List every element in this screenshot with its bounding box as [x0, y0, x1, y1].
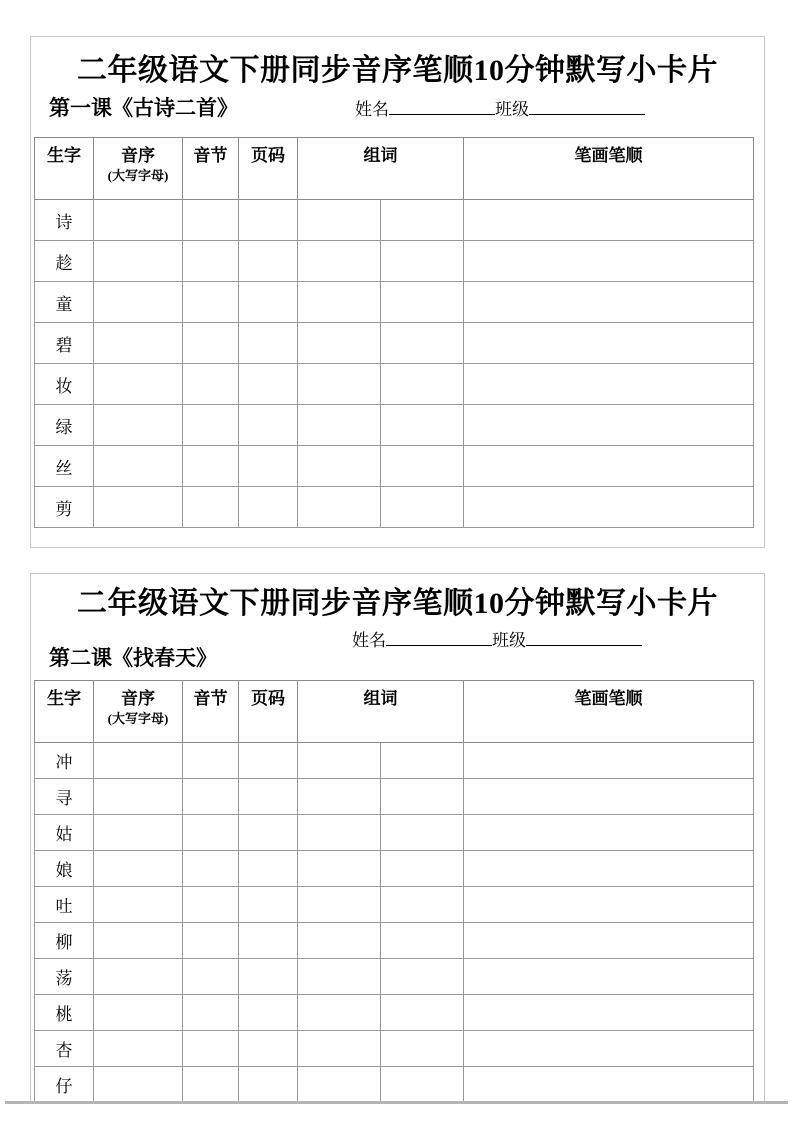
empty-cell	[381, 323, 464, 364]
empty-cell	[239, 887, 298, 923]
char-cell: 冲	[35, 743, 94, 779]
char-cell: 荡	[35, 959, 94, 995]
char-cell: 桃	[35, 995, 94, 1031]
empty-cell	[94, 241, 183, 282]
empty-cell	[464, 487, 754, 528]
class-blank-line	[526, 630, 642, 646]
empty-cell	[381, 959, 464, 995]
empty-cell	[298, 1067, 381, 1103]
empty-cell	[183, 815, 239, 851]
empty-cell	[464, 959, 754, 995]
empty-cell	[464, 200, 754, 241]
empty-cell	[94, 1031, 183, 1067]
table-row	[35, 779, 754, 815]
empty-cell	[94, 887, 183, 923]
table-row	[35, 364, 754, 405]
lesson-title: 第二课《找春天》	[49, 646, 217, 670]
page-title: 二年级语文下册同步音序笔顺10分钟默写小卡片	[77, 54, 718, 87]
empty-cell	[298, 743, 381, 779]
empty-cell	[239, 364, 298, 405]
empty-cell	[381, 1067, 464, 1103]
table-row	[35, 200, 754, 241]
header-strokes: 笔画笔顺	[464, 138, 754, 200]
table-row	[35, 405, 754, 446]
empty-cell	[183, 923, 239, 959]
empty-cell	[239, 200, 298, 241]
empty-cell	[381, 282, 464, 323]
empty-cell	[94, 959, 183, 995]
empty-cell	[381, 887, 464, 923]
empty-cell	[94, 743, 183, 779]
empty-cell	[183, 743, 239, 779]
table-row	[35, 1031, 754, 1067]
empty-cell	[239, 1067, 298, 1103]
empty-cell	[381, 995, 464, 1031]
empty-cell	[464, 923, 754, 959]
class-label: 班级	[495, 100, 529, 119]
name-class-line	[355, 95, 645, 120]
empty-cell	[298, 815, 381, 851]
empty-cell	[464, 887, 754, 923]
table-row	[35, 743, 754, 779]
table-row	[35, 923, 754, 959]
name-blank-line	[386, 630, 492, 646]
empty-cell	[183, 282, 239, 323]
header-row	[35, 681, 754, 743]
empty-cell	[464, 241, 754, 282]
char-cell: 姑	[35, 815, 94, 851]
worksheet-card-lesson1	[30, 36, 765, 548]
empty-cell	[298, 1031, 381, 1067]
empty-cell	[381, 446, 464, 487]
table-row	[35, 241, 754, 282]
char-cell: 杏	[35, 1031, 94, 1067]
table-row	[35, 887, 754, 923]
empty-cell	[94, 282, 183, 323]
empty-cell	[381, 815, 464, 851]
empty-cell	[239, 815, 298, 851]
empty-cell	[381, 200, 464, 241]
empty-cell	[298, 200, 381, 241]
empty-cell	[94, 323, 183, 364]
table-row	[35, 815, 754, 851]
name-blank-line	[389, 99, 495, 115]
char-cell: 童	[35, 282, 94, 323]
header-phonetic-order: 音序 (大写字母)	[94, 681, 183, 743]
empty-cell	[239, 487, 298, 528]
char-cell: 丝	[35, 446, 94, 487]
empty-cell	[298, 959, 381, 995]
empty-cell	[381, 405, 464, 446]
empty-cell	[298, 282, 381, 323]
table-row	[35, 959, 754, 995]
empty-cell	[94, 405, 183, 446]
char-cell: 绿	[35, 405, 94, 446]
empty-cell	[381, 923, 464, 959]
empty-cell	[298, 887, 381, 923]
table-row	[35, 323, 754, 364]
empty-cell	[464, 743, 754, 779]
page-title: 二年级语文下册同步音序笔顺10分钟默写小卡片	[77, 587, 718, 620]
empty-cell	[381, 1031, 464, 1067]
empty-cell	[239, 995, 298, 1031]
empty-cell	[239, 959, 298, 995]
empty-cell	[464, 1031, 754, 1067]
empty-cell	[94, 923, 183, 959]
empty-cell	[239, 323, 298, 364]
empty-cell	[94, 851, 183, 887]
empty-cell	[183, 1067, 239, 1103]
header-row	[35, 138, 754, 200]
empty-cell	[94, 995, 183, 1031]
table-row	[35, 995, 754, 1031]
header-phonetic-order-note: (大写字母)	[107, 711, 169, 727]
empty-cell	[381, 779, 464, 815]
char-cell: 碧	[35, 323, 94, 364]
empty-cell	[239, 446, 298, 487]
table-row	[35, 446, 754, 487]
empty-cell	[464, 779, 754, 815]
empty-cell	[464, 995, 754, 1031]
name-label: 姓名	[355, 100, 389, 119]
empty-cell	[183, 959, 239, 995]
empty-cell	[94, 815, 183, 851]
header-char: 生字	[35, 681, 94, 743]
empty-cell	[464, 1067, 754, 1103]
char-cell: 妆	[35, 364, 94, 405]
page-bottom-edge	[5, 1101, 788, 1104]
empty-cell	[239, 923, 298, 959]
name-class-line	[352, 626, 642, 651]
empty-cell	[183, 995, 239, 1031]
empty-cell	[94, 446, 183, 487]
table-row	[35, 487, 754, 528]
class-label: 班级	[492, 631, 526, 650]
empty-cell	[183, 364, 239, 405]
empty-cell	[298, 405, 381, 446]
empty-cell	[239, 241, 298, 282]
table-row	[35, 282, 754, 323]
header-char: 生字	[35, 138, 94, 200]
dictation-table-lesson1	[34, 137, 754, 528]
empty-cell	[94, 364, 183, 405]
empty-cell	[298, 923, 381, 959]
empty-cell	[239, 405, 298, 446]
table-row	[35, 1067, 754, 1103]
header-page-no: 页码	[239, 681, 298, 743]
empty-cell	[239, 1031, 298, 1067]
empty-cell	[183, 446, 239, 487]
empty-cell	[239, 851, 298, 887]
empty-cell	[298, 851, 381, 887]
empty-cell	[94, 200, 183, 241]
empty-cell	[298, 446, 381, 487]
table-row	[35, 851, 754, 887]
header-phonetic-order: 音序 (大写字母)	[94, 138, 183, 200]
empty-cell	[381, 487, 464, 528]
empty-cell	[464, 815, 754, 851]
empty-cell	[381, 241, 464, 282]
empty-cell	[183, 323, 239, 364]
empty-cell	[464, 405, 754, 446]
empty-cell	[381, 851, 464, 887]
empty-cell	[183, 1031, 239, 1067]
empty-cell	[298, 487, 381, 528]
empty-cell	[464, 446, 754, 487]
char-cell: 仔	[35, 1067, 94, 1103]
char-cell: 趁	[35, 241, 94, 282]
empty-cell	[183, 487, 239, 528]
empty-cell	[464, 282, 754, 323]
char-cell: 剪	[35, 487, 94, 528]
header-words: 组词	[298, 681, 464, 743]
empty-cell	[298, 323, 381, 364]
empty-cell	[183, 200, 239, 241]
header-page-no: 页码	[239, 138, 298, 200]
empty-cell	[183, 241, 239, 282]
char-cell: 寻	[35, 779, 94, 815]
empty-cell	[183, 405, 239, 446]
lesson-title: 第一课《古诗二首》	[49, 96, 238, 120]
worksheet-card-lesson2	[30, 573, 765, 1103]
empty-cell	[239, 743, 298, 779]
header-phonetic-order-note: (大写字母)	[107, 168, 169, 184]
char-cell: 娘	[35, 851, 94, 887]
empty-cell	[381, 743, 464, 779]
name-label: 姓名	[352, 631, 386, 650]
class-blank-line	[529, 99, 645, 115]
dictation-table-lesson2	[34, 680, 754, 1103]
empty-cell	[183, 779, 239, 815]
empty-cell	[464, 323, 754, 364]
empty-cell	[94, 1067, 183, 1103]
char-cell: 吐	[35, 887, 94, 923]
char-cell: 诗	[35, 200, 94, 241]
header-strokes: 笔画笔顺	[464, 681, 754, 743]
empty-cell	[94, 779, 183, 815]
empty-cell	[183, 887, 239, 923]
empty-cell	[298, 995, 381, 1031]
char-cell: 柳	[35, 923, 94, 959]
header-words: 组词	[298, 138, 464, 200]
empty-cell	[239, 282, 298, 323]
header-syllable: 音节	[183, 681, 239, 743]
empty-cell	[298, 241, 381, 282]
empty-cell	[298, 364, 381, 405]
empty-cell	[183, 851, 239, 887]
empty-cell	[464, 364, 754, 405]
empty-cell	[464, 851, 754, 887]
header-syllable: 音节	[183, 138, 239, 200]
empty-cell	[298, 779, 381, 815]
empty-cell	[381, 364, 464, 405]
empty-cell	[94, 487, 183, 528]
empty-cell	[239, 779, 298, 815]
